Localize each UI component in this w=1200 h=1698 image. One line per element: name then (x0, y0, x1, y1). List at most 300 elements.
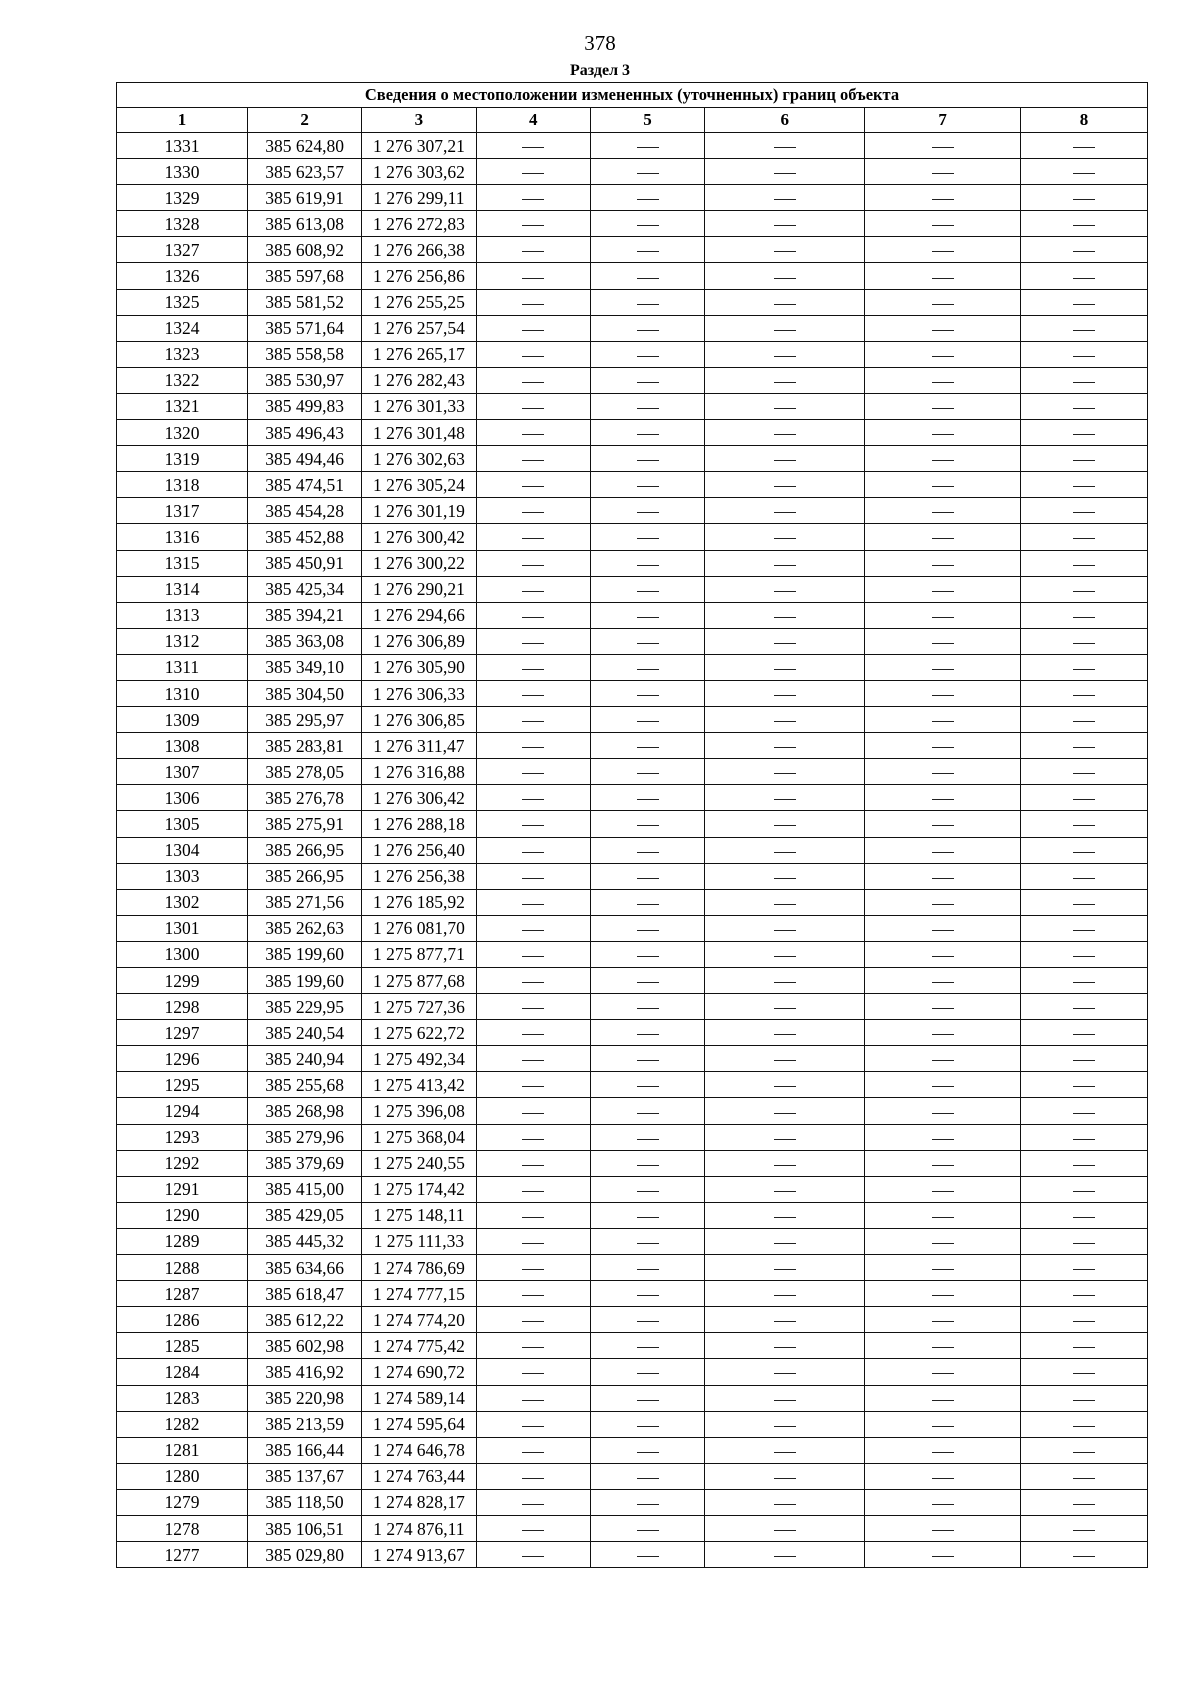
table-row (117, 367, 1148, 393)
empty-value-cell (705, 707, 865, 733)
empty-value-cell (476, 341, 590, 367)
dash-mark (932, 1113, 954, 1114)
empty-value-cell (705, 1255, 865, 1281)
x-coordinate-cell: 385 363,08 (247, 628, 361, 654)
empty-value-cell (705, 1020, 865, 1046)
dash-mark (932, 1426, 954, 1427)
dash-mark (932, 695, 954, 696)
dash-mark (522, 199, 544, 200)
empty-value-cell (590, 1150, 704, 1176)
dash-mark (774, 617, 796, 618)
dash-mark (774, 147, 796, 148)
point-number-cell: 1282 (117, 1411, 248, 1437)
dash-mark (637, 591, 659, 592)
dash-mark (522, 617, 544, 618)
dash-mark (1073, 173, 1095, 174)
dash-mark (637, 1530, 659, 1531)
dash-mark (637, 330, 659, 331)
dash-mark (1073, 251, 1095, 252)
column-header: 4 (476, 108, 590, 133)
empty-value-cell (590, 367, 704, 393)
dash-mark (932, 747, 954, 748)
y-coordinate-cell: 1 276 282,43 (362, 367, 476, 393)
point-number-cell: 1284 (117, 1359, 248, 1385)
empty-value-cell (865, 472, 1021, 498)
empty-value-cell (590, 915, 704, 941)
column-header: 7 (865, 108, 1021, 133)
dash-mark (637, 617, 659, 618)
empty-value-cell (705, 185, 865, 211)
point-number-cell: 1319 (117, 446, 248, 472)
point-number-cell: 1297 (117, 1020, 248, 1046)
empty-value-cell (865, 994, 1021, 1020)
point-number-cell: 1281 (117, 1437, 248, 1463)
dash-mark (774, 1086, 796, 1087)
x-coordinate-cell: 385 624,80 (247, 133, 361, 159)
x-coordinate-cell: 385 279,96 (247, 1124, 361, 1150)
dash-mark (522, 1139, 544, 1140)
empty-value-cell (590, 863, 704, 889)
x-coordinate-cell: 385 452,88 (247, 524, 361, 550)
empty-value-cell (1021, 576, 1148, 602)
empty-value-cell (865, 1333, 1021, 1359)
table-row (117, 1307, 1148, 1333)
dash-mark (774, 1165, 796, 1166)
dash-mark (522, 1452, 544, 1453)
empty-value-cell (705, 211, 865, 237)
dash-mark (774, 1478, 796, 1479)
table-row (117, 837, 1148, 863)
table-row (117, 498, 1148, 524)
empty-value-cell (590, 1255, 704, 1281)
dash-mark (637, 1191, 659, 1192)
dash-mark (774, 1113, 796, 1114)
dash-mark (1073, 669, 1095, 670)
empty-value-cell (476, 1333, 590, 1359)
empty-value-cell (476, 211, 590, 237)
empty-value-cell (590, 576, 704, 602)
empty-value-cell (865, 915, 1021, 941)
dash-mark (774, 408, 796, 409)
dash-mark (522, 408, 544, 409)
dash-mark (522, 1478, 544, 1479)
dash-mark (774, 1452, 796, 1453)
dash-mark (1073, 1113, 1095, 1114)
dash-mark (932, 1373, 954, 1374)
y-coordinate-cell: 1 276 266,38 (362, 237, 476, 263)
dash-mark (774, 695, 796, 696)
empty-value-cell (705, 420, 865, 446)
dash-mark (637, 1139, 659, 1140)
dash-mark (1073, 982, 1095, 983)
table-row (117, 1020, 1148, 1046)
empty-value-cell (590, 1463, 704, 1489)
dash-mark (637, 852, 659, 853)
dash-mark (1073, 643, 1095, 644)
dash-mark (637, 695, 659, 696)
point-number-cell: 1298 (117, 994, 248, 1020)
dash-mark (522, 852, 544, 853)
dash-mark (932, 1478, 954, 1479)
dash-mark (1073, 825, 1095, 826)
empty-value-cell (865, 654, 1021, 680)
empty-value-cell (865, 1281, 1021, 1307)
empty-value-cell (865, 1098, 1021, 1124)
empty-value-cell (1021, 185, 1148, 211)
dash-mark (637, 251, 659, 252)
empty-value-cell (865, 576, 1021, 602)
empty-value-cell (865, 315, 1021, 341)
empty-value-cell (705, 1437, 865, 1463)
table-row (117, 1281, 1148, 1307)
point-number-cell: 1277 (117, 1542, 248, 1568)
x-coordinate-cell: 385 029,80 (247, 1542, 361, 1568)
dash-mark (522, 669, 544, 670)
dash-mark (1073, 512, 1095, 513)
dash-mark (932, 930, 954, 931)
point-number-cell: 1279 (117, 1489, 248, 1515)
empty-value-cell (590, 1046, 704, 1072)
empty-value-cell (705, 1228, 865, 1254)
empty-value-cell (476, 1202, 590, 1228)
dash-mark (522, 721, 544, 722)
dash-mark (774, 512, 796, 513)
dash-mark (637, 1034, 659, 1035)
dash-mark (522, 643, 544, 644)
point-number-cell: 1283 (117, 1385, 248, 1411)
point-number-cell: 1280 (117, 1463, 248, 1489)
empty-value-cell (865, 1046, 1021, 1072)
dash-mark (637, 434, 659, 435)
dash-mark (522, 1321, 544, 1322)
dash-mark (932, 434, 954, 435)
dash-mark (637, 1086, 659, 1087)
empty-value-cell (1021, 341, 1148, 367)
empty-value-cell (1021, 1072, 1148, 1098)
point-number-cell: 1310 (117, 680, 248, 706)
point-number-cell: 1312 (117, 628, 248, 654)
empty-value-cell (590, 1020, 704, 1046)
table-row (117, 889, 1148, 915)
empty-value-cell (590, 1072, 704, 1098)
empty-value-cell (865, 550, 1021, 576)
y-coordinate-cell: 1 276 305,90 (362, 654, 476, 680)
y-coordinate-cell: 1 276 305,24 (362, 472, 476, 498)
empty-value-cell (590, 680, 704, 706)
empty-value-cell (476, 915, 590, 941)
x-coordinate-cell: 385 271,56 (247, 889, 361, 915)
empty-value-cell (865, 680, 1021, 706)
dash-mark (637, 1426, 659, 1427)
dash-mark (774, 956, 796, 957)
empty-value-cell (865, 1489, 1021, 1515)
table-row (117, 185, 1148, 211)
dash-mark (774, 1530, 796, 1531)
empty-value-cell (1021, 159, 1148, 185)
empty-value-cell (590, 550, 704, 576)
x-coordinate-cell: 385 425,34 (247, 576, 361, 602)
x-coordinate-cell: 385 199,60 (247, 968, 361, 994)
empty-value-cell (476, 393, 590, 419)
dash-mark (637, 486, 659, 487)
y-coordinate-cell: 1 276 256,86 (362, 263, 476, 289)
x-coordinate-cell: 385 530,97 (247, 367, 361, 393)
dash-mark (932, 408, 954, 409)
empty-value-cell (705, 341, 865, 367)
dash-mark (522, 1165, 544, 1166)
dash-mark (522, 1034, 544, 1035)
empty-value-cell (705, 863, 865, 889)
point-number-cell: 1308 (117, 733, 248, 759)
empty-value-cell (1021, 785, 1148, 811)
table-row (117, 263, 1148, 289)
empty-value-cell (1021, 889, 1148, 915)
dash-mark (932, 1243, 954, 1244)
y-coordinate-cell: 1 274 777,15 (362, 1281, 476, 1307)
dash-mark (774, 538, 796, 539)
point-number-cell: 1300 (117, 941, 248, 967)
table-row (117, 602, 1148, 628)
empty-value-cell (705, 550, 865, 576)
table-row (117, 1202, 1148, 1228)
point-number-cell: 1295 (117, 1072, 248, 1098)
dash-mark (932, 1086, 954, 1087)
table-row (117, 1385, 1148, 1411)
x-coordinate-cell: 385 240,94 (247, 1046, 361, 1072)
y-coordinate-cell: 1 276 306,85 (362, 707, 476, 733)
empty-value-cell (1021, 994, 1148, 1020)
empty-value-cell (476, 1020, 590, 1046)
point-number-cell: 1309 (117, 707, 248, 733)
x-coordinate-cell: 385 429,05 (247, 1202, 361, 1228)
empty-value-cell (476, 1072, 590, 1098)
empty-value-cell (705, 1542, 865, 1568)
dash-mark (637, 512, 659, 513)
empty-value-cell (1021, 1176, 1148, 1202)
x-coordinate-cell: 385 229,95 (247, 994, 361, 1020)
empty-value-cell (865, 1515, 1021, 1541)
x-coordinate-cell: 385 494,46 (247, 446, 361, 472)
empty-value-cell (476, 289, 590, 315)
dash-mark (774, 1504, 796, 1505)
dash-mark (932, 878, 954, 879)
dash-mark (637, 825, 659, 826)
dash-mark (522, 878, 544, 879)
dash-mark (522, 1556, 544, 1557)
empty-value-cell (865, 1202, 1021, 1228)
empty-value-cell (865, 1385, 1021, 1411)
empty-value-cell (705, 1176, 865, 1202)
empty-value-cell (865, 211, 1021, 237)
y-coordinate-cell: 1 276 257,54 (362, 315, 476, 341)
empty-value-cell (865, 1411, 1021, 1437)
point-number-cell: 1327 (117, 237, 248, 263)
dash-mark (1073, 1008, 1095, 1009)
empty-value-cell (590, 1124, 704, 1150)
y-coordinate-cell: 1 276 306,33 (362, 680, 476, 706)
empty-value-cell (705, 133, 865, 159)
empty-value-cell (705, 941, 865, 967)
y-coordinate-cell: 1 274 786,69 (362, 1255, 476, 1281)
dash-mark (774, 1373, 796, 1374)
dash-mark (1073, 1373, 1095, 1374)
dash-mark (522, 825, 544, 826)
y-coordinate-cell: 1 276 316,88 (362, 759, 476, 785)
empty-value-cell (476, 1542, 590, 1568)
table-row (117, 550, 1148, 576)
empty-value-cell (1021, 289, 1148, 315)
empty-value-cell (1021, 915, 1148, 941)
empty-value-cell (705, 628, 865, 654)
dash-mark (522, 1243, 544, 1244)
y-coordinate-cell: 1 276 185,92 (362, 889, 476, 915)
empty-value-cell (590, 498, 704, 524)
empty-value-cell (865, 524, 1021, 550)
x-coordinate-cell: 385 266,95 (247, 863, 361, 889)
dash-mark (522, 747, 544, 748)
dash-mark (932, 1217, 954, 1218)
dash-mark (522, 1113, 544, 1114)
dash-mark (774, 225, 796, 226)
table-row (117, 472, 1148, 498)
dash-mark (637, 982, 659, 983)
point-number-cell: 1306 (117, 785, 248, 811)
empty-value-cell (865, 811, 1021, 837)
table-row (117, 1046, 1148, 1072)
dash-mark (932, 1191, 954, 1192)
empty-value-cell (1021, 1202, 1148, 1228)
empty-value-cell (1021, 654, 1148, 680)
point-number-cell: 1303 (117, 863, 248, 889)
dash-mark (1073, 434, 1095, 435)
empty-value-cell (590, 472, 704, 498)
empty-value-cell (476, 263, 590, 289)
empty-value-cell (476, 1228, 590, 1254)
dash-mark (637, 1269, 659, 1270)
empty-value-cell (1021, 1489, 1148, 1515)
y-coordinate-cell: 1 274 775,42 (362, 1333, 476, 1359)
dash-mark (774, 1426, 796, 1427)
table-row (117, 1463, 1148, 1489)
dash-mark (774, 565, 796, 566)
empty-value-cell (476, 576, 590, 602)
y-coordinate-cell: 1 274 589,14 (362, 1385, 476, 1411)
x-coordinate-cell: 385 496,43 (247, 420, 361, 446)
x-coordinate-cell: 385 450,91 (247, 550, 361, 576)
dash-mark (774, 1008, 796, 1009)
x-coordinate-cell: 385 499,83 (247, 393, 361, 419)
empty-value-cell (705, 1385, 865, 1411)
empty-value-cell (705, 785, 865, 811)
dash-mark (774, 1060, 796, 1061)
dash-mark (774, 852, 796, 853)
dash-mark (774, 669, 796, 670)
empty-value-cell (1021, 524, 1148, 550)
empty-value-cell (590, 1515, 704, 1541)
empty-value-cell (590, 759, 704, 785)
dash-mark (522, 1217, 544, 1218)
dash-mark (1073, 1034, 1095, 1035)
empty-value-cell (705, 263, 865, 289)
column-header: 6 (705, 108, 865, 133)
dash-mark (522, 1269, 544, 1270)
dash-mark (1073, 147, 1095, 148)
dash-mark (932, 304, 954, 305)
coordinates-table (116, 82, 1148, 1568)
empty-value-cell (590, 941, 704, 967)
dash-mark (932, 356, 954, 357)
empty-value-cell (705, 837, 865, 863)
dash-mark (637, 1504, 659, 1505)
dash-mark (637, 304, 659, 305)
x-coordinate-cell: 385 623,57 (247, 159, 361, 185)
empty-value-cell (705, 1333, 865, 1359)
empty-value-cell (1021, 733, 1148, 759)
x-coordinate-cell: 385 619,91 (247, 185, 361, 211)
dash-mark (774, 930, 796, 931)
point-number-cell: 1315 (117, 550, 248, 576)
dash-mark (774, 434, 796, 435)
dash-mark (774, 1191, 796, 1192)
empty-value-cell (476, 1385, 590, 1411)
empty-value-cell (1021, 1020, 1148, 1046)
point-number-cell: 1304 (117, 837, 248, 863)
empty-value-cell (865, 498, 1021, 524)
empty-value-cell (705, 498, 865, 524)
x-coordinate-cell: 385 581,52 (247, 289, 361, 315)
empty-value-cell (590, 1359, 704, 1385)
empty-value-cell (705, 289, 865, 315)
empty-value-cell (1021, 498, 1148, 524)
empty-value-cell (476, 1150, 590, 1176)
empty-value-cell (865, 941, 1021, 967)
empty-value-cell (865, 1124, 1021, 1150)
dash-mark (522, 1426, 544, 1427)
dash-mark (637, 147, 659, 148)
point-number-cell: 1285 (117, 1333, 248, 1359)
table-row (117, 420, 1148, 446)
point-number-cell: 1329 (117, 185, 248, 211)
empty-value-cell (1021, 472, 1148, 498)
empty-value-cell (476, 837, 590, 863)
empty-value-cell (476, 602, 590, 628)
dash-mark (1073, 956, 1095, 957)
dash-mark (637, 1008, 659, 1009)
empty-value-cell (1021, 1333, 1148, 1359)
empty-value-cell (1021, 1515, 1148, 1541)
table-row (117, 1150, 1148, 1176)
dash-mark (1073, 1452, 1095, 1453)
empty-value-cell (1021, 1437, 1148, 1463)
empty-value-cell (1021, 550, 1148, 576)
table-row (117, 1437, 1148, 1463)
empty-value-cell (865, 785, 1021, 811)
dash-mark (637, 904, 659, 905)
empty-value-cell (1021, 211, 1148, 237)
dash-mark (1073, 356, 1095, 357)
y-coordinate-cell: 1 276 288,18 (362, 811, 476, 837)
table-row (117, 915, 1148, 941)
dash-mark (637, 1347, 659, 1348)
empty-value-cell (1021, 1463, 1148, 1489)
empty-value-cell (865, 1176, 1021, 1202)
dash-mark (1073, 1191, 1095, 1192)
point-number-cell: 1290 (117, 1202, 248, 1228)
empty-value-cell (705, 1463, 865, 1489)
dash-mark (637, 1452, 659, 1453)
dash-mark (774, 643, 796, 644)
empty-value-cell (705, 524, 865, 550)
